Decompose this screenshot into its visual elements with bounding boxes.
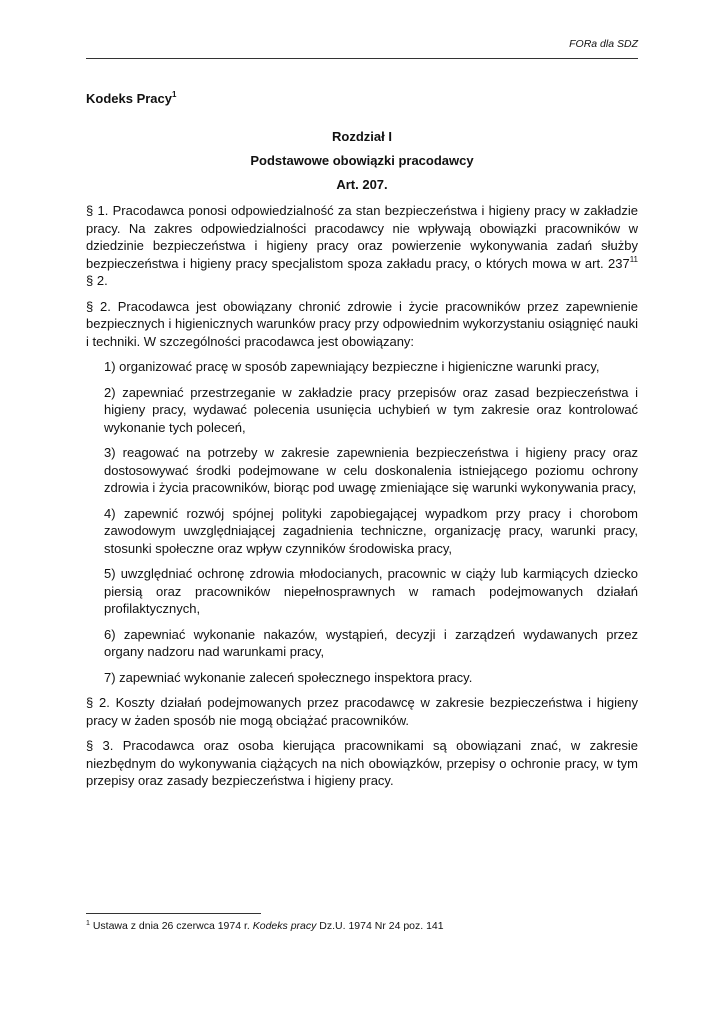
footnote-text-before: Ustawa z dnia 26 czerwca 1974 r. <box>89 920 253 932</box>
chapter-subheading: Podstawowe obowiązki pracodawcy <box>250 153 474 168</box>
footnote <box>86 920 638 932</box>
paragraph-1 <box>86 202 638 290</box>
list-item: 7) zapewniać wykonanie zaleceń społecznego inspektora pracy. <box>104 669 473 685</box>
paragraph-2: § 2. Pracodawca jest obowiązany chronić zdrowie i życie pracowników przez zapewnienie bezpiecznych i higienicznych warunków pracy przy odpowiednim wykorzystaniu osiągnięć nauki i techniki. W szczególności pracodawca jest obowiązany: <box>86 298 638 349</box>
footnote-text-after: Dz.U. 1974 Nr 24 poz. 141 <box>316 920 444 932</box>
article-body <box>86 202 638 798</box>
paragraph-3: § 2. Koszty działań podejmowanych przez pracodawcę w zakresie bezpieczeństwa i higieny pracy w żaden sposób nie mogą obciążać pracowników. <box>86 695 638 728</box>
list-item: 5) uwzględniać ochronę zdrowia młodocianych, pracownic w ciąży lub karmiących dziecko piersią oraz pracowników niepełnosprawnych w ramach podejmowanych działań profilaktycznych, <box>104 566 638 616</box>
document-title-text: Kodeks Pracy <box>86 91 172 106</box>
page-header: FORa dla SDZ <box>569 38 638 50</box>
paragraph-1-tail: § 2. <box>86 273 108 288</box>
footnote-divider <box>86 913 261 914</box>
document-title <box>86 90 176 106</box>
footnote-mark: 1 <box>86 920 90 927</box>
chapter-heading: Rozdział I <box>332 129 392 144</box>
paragraph-1-text: § 1. Pracodawca ponosi odpowiedzialność za stan bezpieczeństwa i higieny pracy w zakładzie pracy. Na zakres odpowiedzialności pracodawcy nie wpływają obowiązki pracowników w dziedzinie bezpieczeństwa i higieny pracy oraz powierzenie wykonywania zadań służby bezpieczeństwa i higieny pracy specjalistom spoza zakładu pracy, o których mowa w art. 237 <box>86 203 638 271</box>
header-divider <box>86 58 638 59</box>
list-item: 2) zapewniać przestrzeganie w zakładzie pracy przepisów oraz zasad bezpieczeństwa i higieny pracy, wydawać polecenia usunięcia uchybień w tym zakresie oraz kontrolować wykonanie tych poleceń, <box>104 384 638 435</box>
article-superscript: 11 <box>629 254 638 264</box>
title-footnote-mark: 1 <box>172 90 177 99</box>
list-item: 4) zapewnić rozwój spójnej polityki zapobiegającej wypadkom przy pracy i chorobom zawodowym uwzględniającej zagadnienia techniczne, organizację pracy, warunki pracy, stosunki społeczne oraz wpływ czynników środowiska pracy, <box>104 505 638 556</box>
list-item: 6) zapewniać wykonanie nakazów, wystąpień, decyzji i zarządzeń wydawanych przez organy nadzoru nad warunkami pracy, <box>104 626 638 659</box>
footnote-italic: Kodeks pracy <box>252 920 317 932</box>
list-item: 3) reagować na potrzeby w zakresie zapewnienia bezpieczeństwa i higieny pracy oraz dostosowywać środki podejmowane w celu doskonalenia istniejącego poziomu ochrony zdrowia i życia pracowników, biorąc pod uwagę zmieniające się warunki wykonywania pracy, <box>104 445 638 495</box>
list-item: 1) organizować pracę w sposób zapewniający bezpieczne i higieniczne warunki pracy, <box>104 359 600 374</box>
article-number: Art. 207. <box>336 177 388 192</box>
paragraph-4: § 3. Pracodawca oraz osoba kierująca pracownikami są obowiązani znać, w zakresie niezbędnym do wykonywania ciążących na nich obowiązków, przepisy o ochronie pracy, w tym przepisy oraz zasady bezpieczeństwa i higieny pracy. <box>86 738 638 788</box>
